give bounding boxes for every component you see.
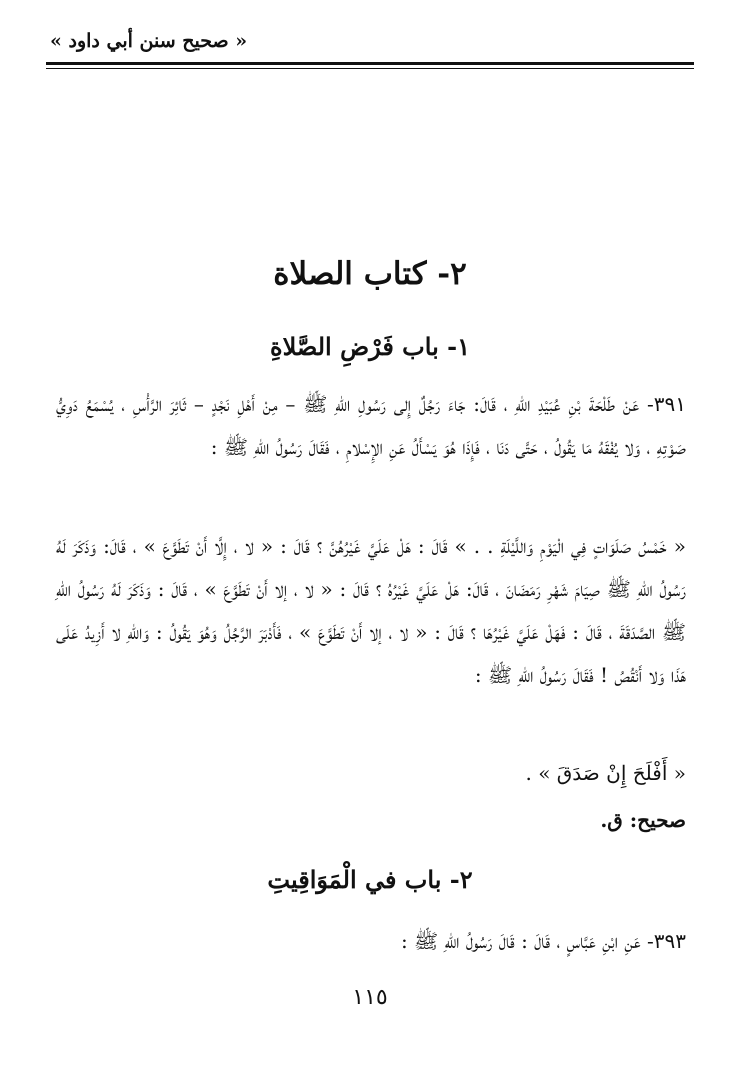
running-head xyxy=(50,30,690,52)
hadith-391-dialogue: « خَمْسُ صَلَوَاتٍ فِي الْيَوْمِ وَاللَّيْلَةِ . . » قَالَ : هَلْ عَلَيَّ غَيْرُهُنَّ ؟ قَالَ : « لا ، إِلَّا أَنْ تَطَوَّعَ » ، قَالَ: وَذَكَرَ لَهُ رَسُولُ اللهِ ﷺ صِيَامَ شَهْرِ رَمَضَانَ ، قَالَ: هَلْ عَلَيَّ غَيْرُهُ ؟ قَالَ : « لا ، إلا أَنْ تَطَوَّعَ » ، قَالَ : وَذَكَرَ لَهُ رَسُولُ اللهِ ﷺ الصَّدَقَةَ ، قَالَ : فَهَلْ عَلَيَّ غَيْرُهَا ؟ قَالَ : « لا ، إلا أَنْ تَطَوَّعَ » ، فَأَدْبَرَ الرَّجُلُ وَهُوَ يَقُولُ : وَاللهِ لا أَزِيدُ عَلَى هَذَا وَلا أَنْقُصُ ! فَقَالَ رَسُولُ اللهِ ﷺ : xyxy=(56,534,686,687)
header-rule-thin xyxy=(46,68,694,69)
hadith-grade: صحيح: ق. xyxy=(600,808,686,832)
hadith-391-intro: ٣٩١- عَنْ طَلْحَةَ بْنِ عُبَيْدِ اللهِ ، قَالَ: جَاءَ رَجُلٌ إِلى رَسُولِ اللهِ ﷺ – مِنْ أَهْلِ نَجْدٍ – ثَائِرَ الرَّأْسِ ، يُسْمَعُ دَوِيُّ صَوْتِهِ ، وَلا يُفْقَهُ مَا يَقُولُ ، حَتَّى دَنَا ، فَإِذَا هُوَ يَسْأَلُ عَنِ الإِسْلامِ ، فَقَالَ رَسُولُ اللهِ ﷺ : xyxy=(56,392,686,459)
hadith-393-intro: ٣٩٣- عَنِ ابْنِ عَبَّاسٍ ، قَالَ : قَالَ رَسُولُ اللهِ ﷺ : xyxy=(400,929,686,953)
chapter-heading-1: ١- باب فَرْضِ الصَّلاةِ xyxy=(270,332,470,361)
chapter-heading-2: ٢- باب في الْمَوَاقِيتِ xyxy=(267,865,473,894)
page-number: ١١٥ xyxy=(352,985,388,1010)
book-title: ٢- كتاب الصلاة xyxy=(273,256,467,292)
header-rule-thick xyxy=(46,62,694,65)
hadith-391-closing: « أَفْلَحَ إِنْ صَدَقَ » . xyxy=(525,761,686,785)
running-head-title: « صحيح سنن أبي داود » xyxy=(50,30,248,52)
